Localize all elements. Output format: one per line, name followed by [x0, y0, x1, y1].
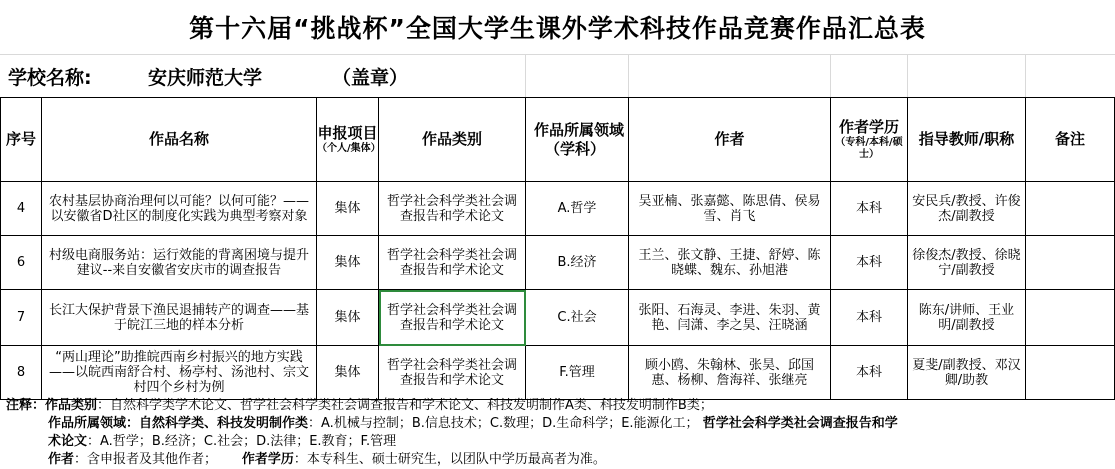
- school-seal-note: （盖章）: [332, 67, 409, 89]
- table-row: [1, 346, 1115, 400]
- cell-advisor[interactable]: 夏斐/副教授、邓汉卿/助教: [908, 346, 1026, 400]
- cell-field[interactable]: A.哲学: [526, 182, 629, 236]
- notes-line-4: 作者：含申报者及其他作者； 作者学历：本专科生、硕士研究生，以团队中学历最高者为准。: [48, 452, 606, 467]
- cell-degree[interactable]: 本科: [831, 182, 908, 236]
- cell-name[interactable]: 村级电商服务站：运行效能的背离困境与提升建议--来自安徽省安庆市的调查报告: [42, 236, 317, 290]
- header-authors[interactable]: 作者: [629, 98, 831, 182]
- table-row: [1, 236, 1115, 290]
- cell-seq[interactable]: 7: [1, 290, 42, 346]
- header-seq[interactable]: 序号: [1, 98, 42, 182]
- notes-line-2: 作品所属领域：自然科学类、科技发明制作类：A.机械与控制；B.信息技术；C.数理；D.生命科学；E.能源化工； 哲学社会科学类社会调查报告和学: [48, 416, 898, 431]
- cell-category[interactable]: 哲学社会科学类社会调查报告和学术论文: [379, 182, 526, 236]
- table-row: [1, 290, 1115, 346]
- cell-authors[interactable]: 吴亚楠、张嘉懿、陈思倩、侯易雪、肖飞: [629, 182, 831, 236]
- cell-advisor[interactable]: 陈东/讲师、王业明/副教授: [908, 290, 1026, 346]
- cell-authors[interactable]: 王兰、张文静、王捷、舒婷、陈晓蝶、魏东、孙旭港: [629, 236, 831, 290]
- header-category[interactable]: 作品类别: [379, 98, 526, 182]
- table-row: [1, 182, 1115, 236]
- header-field[interactable]: 作品所属领域（学科）: [526, 98, 629, 182]
- cell-category[interactable]: 哲学社会科学类社会调查报告和学术论文: [379, 346, 526, 400]
- cell-name[interactable]: 农村基层协商治理何以可能？以何可能？——以安徽省D社区的制度化实践为典型考察对象: [42, 182, 317, 236]
- header-name[interactable]: 作品名称: [42, 98, 317, 182]
- cell-seq[interactable]: 6: [1, 236, 42, 290]
- works-table: [0, 97, 1115, 400]
- cell-remark[interactable]: [1026, 346, 1115, 400]
- grid-line: [525, 55, 526, 97]
- school-row: [0, 55, 1115, 97]
- cell-project[interactable]: 集体: [317, 290, 379, 346]
- cell-advisor[interactable]: 徐俊杰/教授、徐晓宁/副教授: [908, 236, 1026, 290]
- cell-authors[interactable]: 顾小鸥、朱翰林、张昊、邱国惠、杨柳、詹海祥、张继亮: [629, 346, 831, 400]
- cell-advisor[interactable]: 安民兵/教授、许俊杰/副教授: [908, 182, 1026, 236]
- header-degree-note: （专科/本科/硕士）: [835, 137, 903, 160]
- notes-block: [6, 397, 1111, 469]
- cell-field[interactable]: C.社会: [526, 290, 629, 346]
- header-project[interactable]: 申报项目 （个人/集体）: [317, 98, 379, 182]
- grid-line: [830, 55, 831, 97]
- cell-remark[interactable]: [1026, 182, 1115, 236]
- cell-project[interactable]: 集体: [317, 236, 379, 290]
- header-degree[interactable]: 作者学历 （专科/本科/硕士）: [831, 98, 908, 182]
- header-row: [1, 98, 1115, 182]
- grid-line: [1025, 55, 1026, 97]
- cell-project[interactable]: 集体: [317, 182, 379, 236]
- cell-category-selected[interactable]: 哲学社会科学类社会调查报告和学术论文: [379, 290, 526, 346]
- cell-remark[interactable]: [1026, 290, 1115, 346]
- cell-authors[interactable]: 张阳、石海灵、李进、朱羽、黄艳、闫潇、李之昊、汪晓涵: [629, 290, 831, 346]
- header-advisor[interactable]: 指导教师/职称: [908, 98, 1026, 182]
- cell-name[interactable]: 长江大保护背景下渔民退捕转产的调查——基于皖江三地的样本分析: [42, 290, 317, 346]
- school-name: 安庆师范大学: [148, 67, 263, 89]
- notes-line-3: 术论文：A.哲学；B.经济；C.社会；D.法律；E.教育；F.管理: [48, 434, 397, 449]
- cell-remark[interactable]: [1026, 236, 1115, 290]
- notes-line-1: 注释：作品类别：自然科学类学术论文、哲学社会科学类社会调查报告和学术论文、科技发明制作A类、科技发明制作B类；: [6, 398, 713, 413]
- cell-project[interactable]: 集体: [317, 346, 379, 400]
- cell-category[interactable]: 哲学社会科学类社会调查报告和学术论文: [379, 236, 526, 290]
- grid-line: [907, 55, 908, 97]
- cell-field[interactable]: B.经济: [526, 236, 629, 290]
- cell-name[interactable]: “两山理论”助推皖西南乡村振兴的地方实践——以皖西南舒合村、杨亭村、汤池村、宗文村四个乡村为例: [42, 346, 317, 400]
- cell-degree[interactable]: 本科: [831, 290, 908, 346]
- header-project-note: （个人/集体）: [317, 143, 381, 154]
- cell-seq[interactable]: 8: [1, 346, 42, 400]
- cell-degree[interactable]: 本科: [831, 346, 908, 400]
- sheet-title: 第十六届“挑战杯”全国大学生课外学术科技作品竞赛作品汇总表: [0, 0, 1115, 55]
- school-label: 学校名称:: [8, 67, 92, 89]
- cell-degree[interactable]: 本科: [831, 236, 908, 290]
- cell-seq[interactable]: 4: [1, 182, 42, 236]
- header-remark[interactable]: 备注: [1026, 98, 1115, 182]
- grid-line: [628, 55, 629, 97]
- cell-field[interactable]: F.管理: [526, 346, 629, 400]
